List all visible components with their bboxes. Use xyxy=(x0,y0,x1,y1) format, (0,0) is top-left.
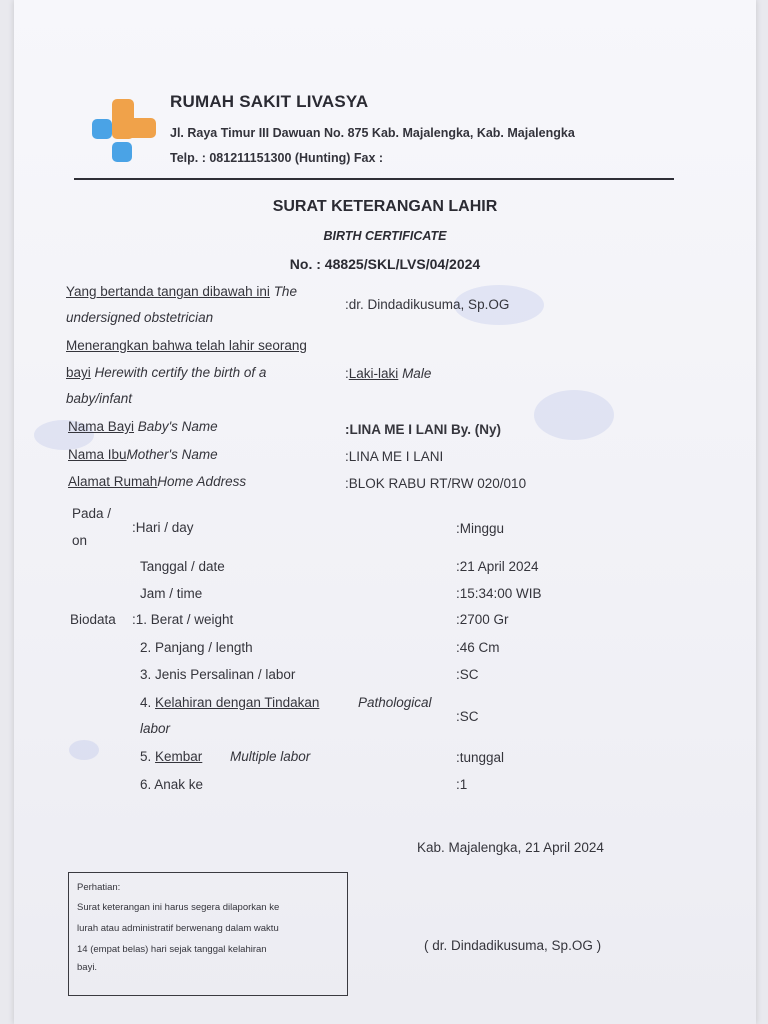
baby-name-label-en: Baby's Name xyxy=(137,419,218,434)
notice-title: Perhatian: xyxy=(77,882,121,893)
statement-line-3: Menerangkan bahwa telah lahir seorang xyxy=(66,338,307,353)
document-title: SURAT KETERANGAN LAHIR xyxy=(272,198,498,215)
action-value: :SC xyxy=(456,709,479,724)
statement-line-1-id: Yang bertanda tangan dibawah ini xyxy=(66,284,270,299)
hospital-address: Jl. Raya Timur III Dawuan No. 875 Kab. Majalengka, Kab. Majalengka xyxy=(170,126,575,140)
twin-value: :tunggal xyxy=(456,750,505,765)
twin-label-en: Multiple labor xyxy=(230,749,311,764)
statement-line-4-id: bayi xyxy=(66,365,91,380)
action-label-id: Kelahiran dengan Tindakan xyxy=(155,695,320,710)
logo-blue-block xyxy=(112,142,132,162)
time-label: Jam / time xyxy=(140,586,203,601)
doctor-value: :dr. Dindadikusuma, Sp.OG xyxy=(345,297,510,312)
day-label: :Hari / day xyxy=(132,520,194,535)
date-label: Tanggal / date xyxy=(140,559,225,574)
action-label-prefix: 4. xyxy=(140,695,152,710)
document-number: No. : 48825/SKL/LVS/04/2024 xyxy=(289,256,481,272)
statement-line-2: undersigned obstetrician xyxy=(66,310,214,325)
twin-label-id: Kembar xyxy=(155,749,203,764)
address-value: :BLOK RABU RT/RW 020/010 xyxy=(345,476,527,491)
gender-value-en: Male xyxy=(402,366,432,381)
action-label xyxy=(140,695,319,710)
certificate-page xyxy=(14,0,756,1024)
notice-line-1: Surat keterangan ini harus segera dilaporkan ke xyxy=(77,902,280,913)
weight-label: :1. Berat / weight xyxy=(132,612,234,627)
mother-name-label-en: Mother's Name xyxy=(126,447,218,462)
statement-line-1-en: The xyxy=(273,284,297,299)
child-order-value: :1 xyxy=(456,777,468,792)
baby-name-label-id: Nama Bayi xyxy=(68,419,135,434)
child-order-label: 6. Anak ke xyxy=(140,777,204,792)
mother-name-label xyxy=(68,447,218,462)
time-value: :15:34:00 WIB xyxy=(456,586,542,601)
notice-line-4: bayi. xyxy=(77,962,98,973)
on-label-1: Pada / xyxy=(72,506,112,521)
gender-value: :Laki-laki Male xyxy=(345,366,432,381)
logo-blue-block xyxy=(92,119,112,139)
hospital-telephone: Telp. : 081211151300 (Hunting) Fax : xyxy=(170,151,384,165)
statement-line-5: baby/infant xyxy=(66,391,133,406)
notice-line-3: 14 (empat belas) hari sejak tanggal kelahiran xyxy=(77,944,267,955)
labor-type-value: :SC xyxy=(456,667,479,682)
statement-line-1 xyxy=(66,284,297,299)
labor-type-label: 3. Jenis Persalinan / labor xyxy=(140,667,296,682)
action-label-en: Pathological xyxy=(358,695,432,710)
signature-doctor: ( dr. Dindadikusuma, Sp.OG ) xyxy=(424,938,602,953)
length-label: 2. Panjang / length xyxy=(140,640,253,655)
notice-line-2: lurah atau administratif berwenang dalam waktu xyxy=(77,923,279,934)
address-label-id: Alamat Rumah xyxy=(68,474,158,489)
header-divider xyxy=(74,178,674,180)
mother-name-label-id: Nama Ibu xyxy=(68,447,127,462)
hospital-name: RUMAH SAKIT LIVASYA xyxy=(170,92,369,111)
address-label-en: Home Address xyxy=(157,474,247,489)
address-label xyxy=(68,474,246,489)
statement-line-4 xyxy=(66,365,266,380)
logo-orange-block xyxy=(112,118,156,138)
date-value: :21 April 2024 xyxy=(456,559,539,574)
ink-smudge xyxy=(69,740,99,760)
hospital-logo xyxy=(92,96,172,166)
ink-smudge xyxy=(534,390,614,440)
twin-label xyxy=(140,749,202,764)
weight-value: :2700 Gr xyxy=(456,612,509,627)
baby-name-label xyxy=(68,419,218,434)
day-value: :Minggu xyxy=(456,521,505,536)
notice-box xyxy=(68,872,348,996)
document-subtitle: BIRTH CERTIFICATE xyxy=(323,229,447,243)
on-label-2: on xyxy=(72,533,88,548)
statement-line-4-en: Herewith certify the birth of a xyxy=(94,365,267,380)
biodata-label: Biodata xyxy=(70,612,116,627)
baby-name-value: :LINA ME I LANI By. (Ny) xyxy=(345,422,501,437)
place-date: Kab. Majalengka, 21 April 2024 xyxy=(417,840,604,855)
length-value: :46 Cm xyxy=(456,640,500,655)
gender-value-id: Laki-laki xyxy=(348,366,399,381)
action-label-en-2: labor xyxy=(140,721,171,736)
mother-name-value: :LINA ME I LANI xyxy=(345,449,444,464)
twin-label-prefix: 5. xyxy=(140,749,152,764)
